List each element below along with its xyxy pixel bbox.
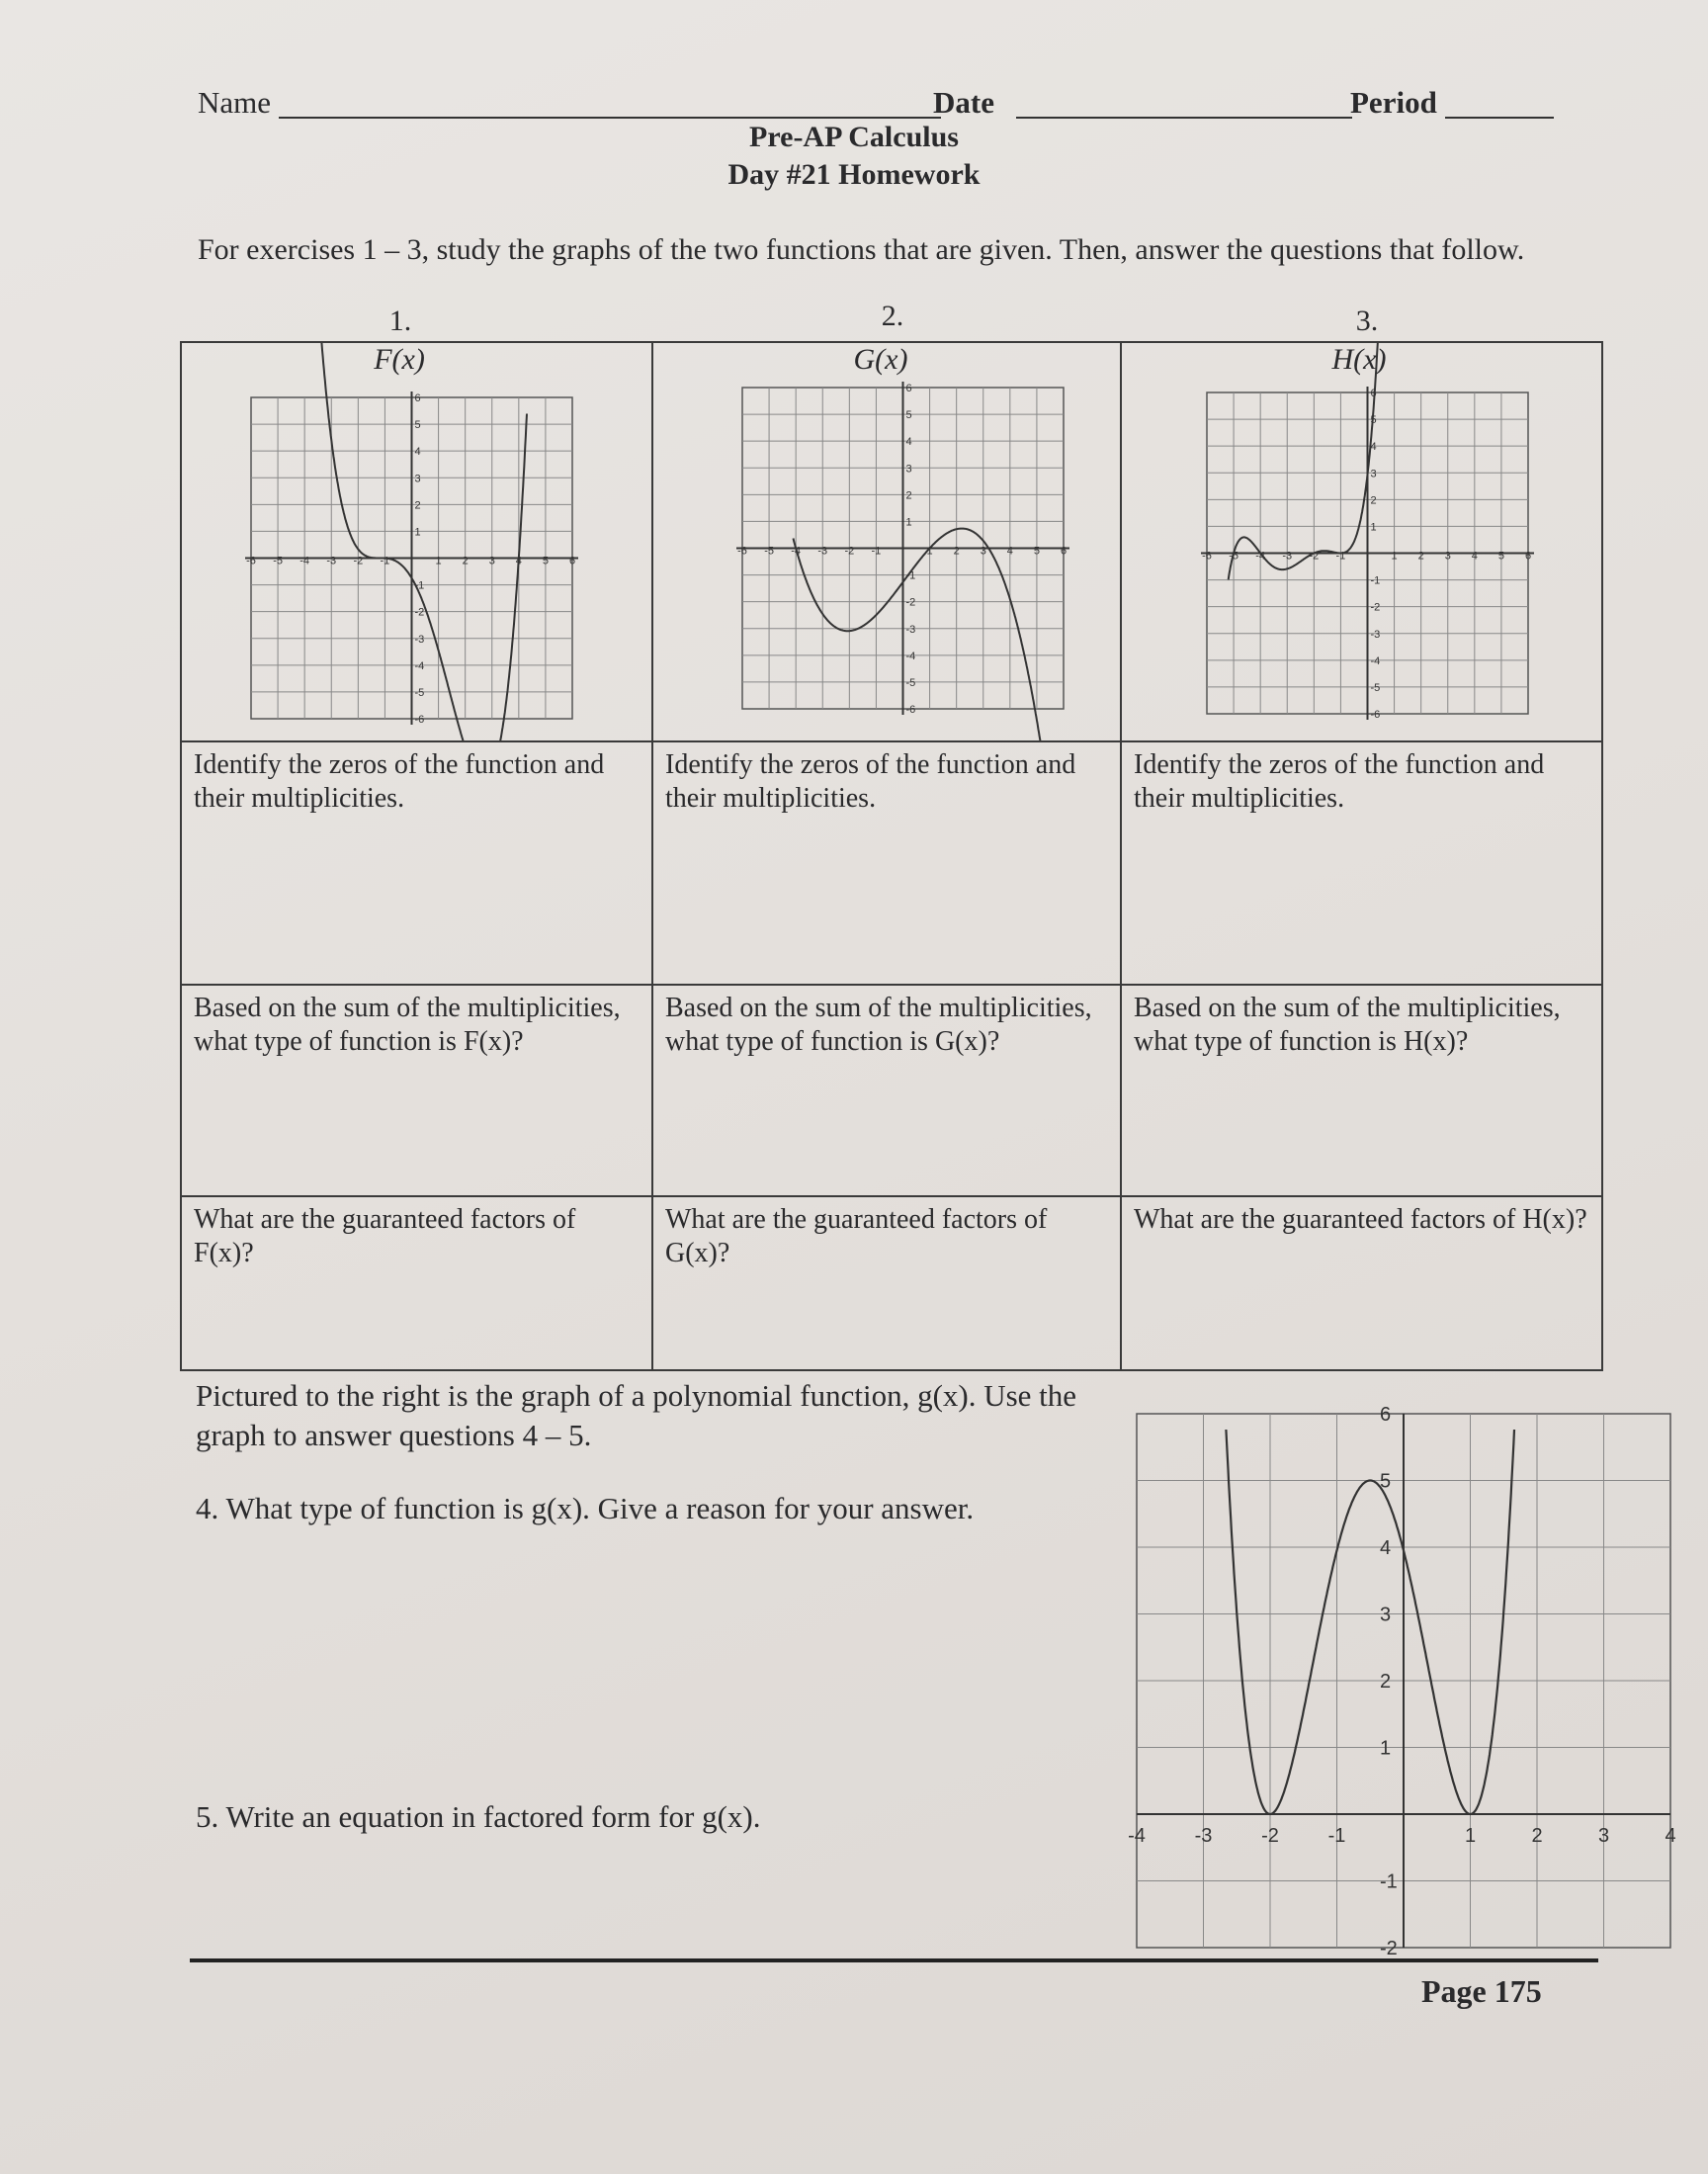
exercise-table bbox=[180, 341, 1603, 1371]
graph-G-y-tick-label: -3 bbox=[905, 623, 916, 636]
answer-area-4[interactable] bbox=[196, 1530, 1105, 1778]
graph-F-x-tick-label: -5 bbox=[273, 555, 283, 567]
page-number: Page 175 bbox=[1421, 1973, 1542, 2009]
graph-F-x-tick-label: -2 bbox=[353, 555, 364, 567]
name-blank[interactable] bbox=[279, 117, 941, 119]
graph-G-y-tick-label: 6 bbox=[905, 383, 912, 394]
graph-H-y-tick-label: -1 bbox=[1370, 574, 1381, 587]
graph-G-y-tick-label: -2 bbox=[905, 596, 916, 609]
answer-box-H-factors[interactable] bbox=[1121, 1196, 1602, 1370]
graph-g-y-tick-label: 2 bbox=[1380, 1671, 1392, 1693]
question-G-type: Based on the sum of the multiplicities, what type of function is G(x)? bbox=[665, 993, 1092, 1057]
answer-box-G-type[interactable] bbox=[652, 985, 1121, 1196]
graph-F-y-tick-label: -5 bbox=[414, 686, 425, 699]
graph-g-y-tick-label: 4 bbox=[1380, 1537, 1392, 1559]
graph-H-y-tick-label: 1 bbox=[1370, 521, 1377, 534]
question-F-factors: What are the guaranteed factors of F(x)? bbox=[194, 1204, 576, 1268]
graph-F-y-tick-label: 2 bbox=[414, 499, 421, 512]
graph-F-x-tick-label: 3 bbox=[488, 555, 495, 567]
question-F-type: Based on the sum of the multiplicities, what type of function is F(x)? bbox=[194, 993, 621, 1057]
graph-H-x-tick-label: 5 bbox=[1497, 550, 1504, 563]
graph-H-y-tick-label: -3 bbox=[1370, 628, 1381, 641]
graph-H-y-tick-label: -6 bbox=[1370, 709, 1381, 721]
graph-H-x-tick-label: -3 bbox=[1282, 550, 1293, 563]
graph-F-x-tick-label: 2 bbox=[462, 555, 469, 567]
graph-g bbox=[1127, 1404, 1685, 1957]
graph-H-y-tick-label: -2 bbox=[1370, 601, 1381, 614]
question-H-type: Based on the sum of the multiplicities, what type of function is H(x)? bbox=[1134, 993, 1561, 1057]
graph-H-curve bbox=[1229, 343, 1410, 579]
question-G-zeros: Identify the zeros of the function and their multiplicities. bbox=[665, 749, 1076, 814]
graph-G-y-tick-label: -5 bbox=[905, 676, 916, 689]
graph-H-y-tick-label: 4 bbox=[1370, 441, 1377, 454]
graph-H-y-tick-label: 2 bbox=[1370, 494, 1377, 507]
graph-H-y-tick-label: -4 bbox=[1370, 654, 1381, 667]
answer-box-H-type[interactable] bbox=[1121, 985, 1602, 1196]
graph-G-x-tick-label: 6 bbox=[1060, 545, 1068, 558]
graph-F-y-tick-label: -2 bbox=[414, 606, 425, 619]
graph-G-x-tick-label: -5 bbox=[764, 545, 774, 558]
graph-G-x-tick-label: -3 bbox=[817, 545, 828, 558]
graph-G bbox=[653, 343, 1122, 740]
graph-g-x-tick-label: -4 bbox=[1128, 1825, 1146, 1847]
graph-G-x-tick-label: 4 bbox=[1006, 545, 1013, 558]
date-blank[interactable] bbox=[1016, 117, 1352, 119]
graph-H-x-tick-label: 3 bbox=[1444, 550, 1451, 563]
graph-F-x-tick-label: -1 bbox=[380, 555, 390, 567]
question-H-factors: What are the guaranteed factors of H(x)? bbox=[1134, 1204, 1587, 1235]
graph-cell-G bbox=[652, 342, 1121, 741]
graph-F-y-tick-label: 3 bbox=[414, 473, 421, 485]
graph-H-y-tick-label: 6 bbox=[1370, 388, 1377, 399]
graph-cell-H bbox=[1121, 342, 1602, 741]
function-label-H: H(x) bbox=[1331, 343, 1387, 376]
part2-intro: Pictured to the right is the graph of a polynomial function, g(x). Use the graph to answer questions 4 – 5. bbox=[196, 1378, 1077, 1452]
graph-g-y-tick-label: -1 bbox=[1380, 1870, 1398, 1893]
graph-g-x-tick-label: -1 bbox=[1327, 1825, 1346, 1847]
instructions: For exercises 1 – 3, study the graphs of the two functions that are given. Then, answer the questions that follow. bbox=[198, 233, 1525, 266]
answer-box-F-type[interactable] bbox=[181, 985, 652, 1196]
graph-g-x-tick-label: -3 bbox=[1194, 1825, 1213, 1847]
question-F-zeros: Identify the zeros of the function and their multiplicities. bbox=[194, 749, 605, 814]
graph-g-x-tick-label: -2 bbox=[1261, 1825, 1279, 1847]
graph-H-x-tick-label: 4 bbox=[1471, 550, 1478, 563]
graph-H-plot bbox=[1201, 343, 1534, 721]
graph-G-y-tick-label: -4 bbox=[905, 650, 916, 662]
graph-G-y-tick-label: 2 bbox=[905, 489, 912, 502]
graph-F-x-tick-label: 4 bbox=[515, 555, 522, 567]
graph-H-x-tick-label: 6 bbox=[1524, 550, 1532, 563]
exercise-number-3: 3. bbox=[1355, 304, 1379, 337]
graph-g-x-tick-label: 1 bbox=[1464, 1825, 1477, 1847]
graph-F-y-tick-label: -6 bbox=[414, 714, 425, 726]
graph-G-x-tick-label: 2 bbox=[953, 545, 960, 558]
assignment-title: Day #21 Homework bbox=[727, 158, 981, 191]
graph-G-y-tick-label: 4 bbox=[905, 436, 912, 449]
graph-G-y-tick-label: 3 bbox=[905, 463, 912, 476]
graph-G-plot bbox=[736, 382, 1069, 740]
graph-F-plot bbox=[245, 343, 578, 740]
graph-H-y-tick-label: -5 bbox=[1370, 681, 1381, 694]
graph-H-x-tick-label: -4 bbox=[1255, 550, 1266, 563]
graph-H-x-tick-label: -2 bbox=[1309, 550, 1320, 563]
graph-F-x-tick-label: 6 bbox=[568, 555, 576, 567]
graph-F-y-tick-label: 1 bbox=[414, 526, 421, 539]
graph-g-y-tick-label: -2 bbox=[1380, 1938, 1398, 1957]
graph-F-curve bbox=[318, 343, 527, 740]
function-label-F: F(x) bbox=[374, 343, 425, 376]
graph-g-y-tick-label: 3 bbox=[1380, 1604, 1392, 1626]
graph-g-x-tick-label: 2 bbox=[1531, 1825, 1543, 1847]
answer-box-G-zeros[interactable] bbox=[652, 741, 1121, 985]
footer-rule bbox=[190, 1958, 1598, 1962]
graph-G-x-tick-label: 1 bbox=[926, 545, 933, 558]
question-G-factors: What are the guaranteed factors of G(x)? bbox=[665, 1204, 1048, 1268]
graph-g-y-tick-label: 5 bbox=[1380, 1470, 1392, 1493]
graph-F-y-tick-label: 5 bbox=[414, 419, 421, 432]
graph-G-x-tick-label: 3 bbox=[980, 545, 986, 558]
graph-F-x-tick-label: 5 bbox=[542, 555, 549, 567]
graph-g-curve bbox=[1226, 1430, 1514, 1814]
graph-F-y-tick-label: 4 bbox=[414, 446, 421, 459]
exercise-number-1: 1. bbox=[388, 304, 412, 337]
graph-g-x-tick-label: 4 bbox=[1665, 1825, 1676, 1847]
graph-g-y-tick-label: 6 bbox=[1380, 1404, 1392, 1426]
graph-H-x-tick-label: 2 bbox=[1417, 550, 1424, 563]
graph-F-y-tick-label: -3 bbox=[414, 633, 425, 646]
date-label: Date bbox=[933, 85, 994, 120]
graph-H-x-tick-label: -6 bbox=[1202, 550, 1212, 563]
graph-G-x-tick-label: -6 bbox=[737, 545, 747, 558]
answer-box-F-zeros[interactable] bbox=[181, 741, 652, 985]
graph-g-y-tick-label: 1 bbox=[1380, 1737, 1392, 1760]
name-label: Name bbox=[198, 85, 272, 120]
graph-G-y-tick-label: 1 bbox=[905, 516, 912, 529]
answer-area-5[interactable] bbox=[196, 1839, 1105, 1948]
graph-F-x-tick-label: -4 bbox=[299, 555, 310, 567]
graph-G-y-tick-label: 5 bbox=[905, 409, 912, 422]
graph-F-x-tick-label: -6 bbox=[246, 555, 256, 567]
graph-H-x-tick-label: -5 bbox=[1229, 550, 1238, 563]
question-5: 5. Write an equation in factored form for g(x). bbox=[196, 1799, 761, 1834]
graph-F-y-tick-label: -4 bbox=[414, 659, 425, 672]
graph-G-x-tick-label: -4 bbox=[791, 545, 802, 558]
graph-F-y-tick-label: 6 bbox=[414, 392, 421, 404]
question-4: 4. What type of function is g(x). Give a reason for your answer. bbox=[196, 1491, 975, 1525]
graph-G-x-tick-label: -2 bbox=[844, 545, 855, 558]
graph-F-x-tick-label: -3 bbox=[326, 555, 337, 567]
period-label: Period bbox=[1350, 85, 1437, 120]
function-label-G: G(x) bbox=[853, 343, 908, 376]
answer-box-G-factors[interactable] bbox=[652, 1196, 1121, 1370]
course-title: Pre-AP Calculus bbox=[749, 121, 959, 153]
graph-H-y-tick-label: 5 bbox=[1370, 414, 1377, 427]
graph-H-x-tick-label: -1 bbox=[1335, 550, 1346, 563]
answer-box-F-factors[interactable] bbox=[181, 1196, 652, 1370]
graph-G-x-tick-label: -1 bbox=[871, 545, 882, 558]
graph-G-x-tick-label: 5 bbox=[1033, 545, 1040, 558]
graph-G-y-tick-label: -6 bbox=[905, 704, 916, 716]
graph-F-x-tick-label: 1 bbox=[435, 555, 442, 567]
answer-box-H-zeros[interactable] bbox=[1121, 741, 1602, 985]
header-row bbox=[198, 85, 1557, 125]
period-blank[interactable] bbox=[1445, 117, 1554, 119]
question-H-zeros: Identify the zeros of the function and their multiplicities. bbox=[1134, 749, 1545, 814]
exercise-number-2: 2. bbox=[881, 300, 904, 332]
graph-H bbox=[1122, 343, 1603, 740]
graph-F bbox=[182, 343, 653, 740]
graph-G-y-tick-label: -1 bbox=[905, 569, 916, 582]
graph-cell-F bbox=[181, 342, 652, 741]
graph-F-y-tick-label: -1 bbox=[414, 579, 425, 592]
graph-H-y-tick-label: 3 bbox=[1370, 468, 1377, 480]
graph-H-x-tick-label: 1 bbox=[1391, 550, 1398, 563]
graph-g-x-tick-label: 3 bbox=[1597, 1825, 1610, 1847]
